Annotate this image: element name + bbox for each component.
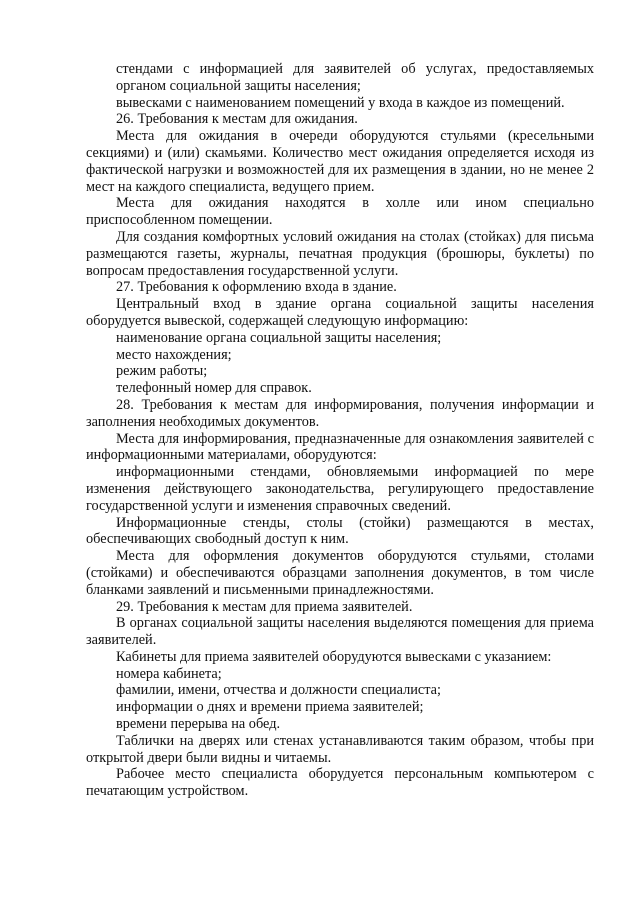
paragraph-waiting-location: Места для ожидания находятся в холле или ином специально приспособленном помещении. — [86, 195, 594, 229]
paragraph-forms-places: Места для оформления документов оборудуются стульями, столами (стойками) и обеспечиваются образцами заполнения документов, в том числе бланками заявлений и письменными принадлежностями. — [86, 548, 594, 598]
paragraph-reception-rooms: В органах социальной защиты населения выделяются помещения для приема заявителей. — [86, 615, 594, 649]
list-item-specialist-name: фамилии, имени, отчества и должности специалиста; — [116, 682, 441, 699]
list-item-org-name: наименование органа социальной защиты населения; — [116, 329, 442, 346]
paragraph-info-places: Места для информирования, предназначенные для ознакомления заявителей с информационными материалами, оборудуются: — [86, 430, 594, 464]
list-item-phone: телефонный номер для справок. — [116, 380, 312, 397]
section-26-heading: 26. Требования к местам для ожидания. — [116, 111, 358, 128]
paragraph-workplace: Рабочее место специалиста оборудуется персональным компьютером с печатающим устройством. — [86, 766, 594, 800]
paragraph-cabinet-signs: Кабинеты для приема заявителей оборудуются вывесками с указанием: — [116, 648, 552, 665]
paragraph-stands-placement: Информационные стенды, столы (стойки) размещаются в местах, обеспечивающих свободный доступ к ним. — [86, 514, 594, 548]
paragraph-door-signs: Таблички на дверях или стенах устанавливаются таким образом, чтобы при открытой двери были видны и читаемы. — [86, 732, 594, 766]
paragraph-list-stands: стендами с информацией для заявителей об услугах, предоставляемых органом социальной защиты населения; — [116, 61, 594, 94]
section-29-heading: 29. Требования к местам для приема заявителей. — [116, 598, 413, 615]
list-item-room-number: номера кабинета; — [116, 665, 222, 682]
list-item-lunch-break: времени перерыва на обед. — [116, 716, 281, 733]
paragraph-entrance-sign: Центральный вход в здание органа социальной защиты населения оборудуется вывеской, содержащей следующую информацию: — [86, 296, 594, 329]
paragraph-waiting-seats: Места для ожидания в очереди оборудуются стульями (кресельными секциями) и (или) скамьями. Количество мест ожидания определяется исходя из фактической нагрузки и возможностей для их размещения в здании, но не менее 2 мест на каждого специалиста, ведущего прием. — [86, 128, 594, 195]
paragraph-list-signs: вывесками с наименованием помещений у входа в каждое из помещений. — [116, 94, 565, 111]
section-28-heading: 28. Требования к местам для информирования, получения информации и заполнения необходимых документов. — [86, 396, 594, 430]
list-item-working-hours: режим работы; — [116, 363, 208, 380]
list-item-reception-days: информации о днях и времени приема заявителей; — [116, 699, 424, 716]
document-body — [86, 61, 594, 800]
list-item-location: место нахождения; — [116, 346, 232, 363]
paragraph-waiting-comfort: Для создания комфортных условий ожидания на столах (стойках) для письма размещаются газеты, журналы, печатная продукция (брошюры, буклеты) по вопросам предоставления государственной услуги. — [86, 228, 594, 279]
paragraph-info-stands: информационными стендами, обновляемыми информацией по мере изменения действующего законодательства, регулирующего предоставление государственной услуги и изменения справочных сведений. — [86, 464, 594, 514]
section-27-heading: 27. Требования к оформлению входа в здание. — [116, 279, 397, 296]
